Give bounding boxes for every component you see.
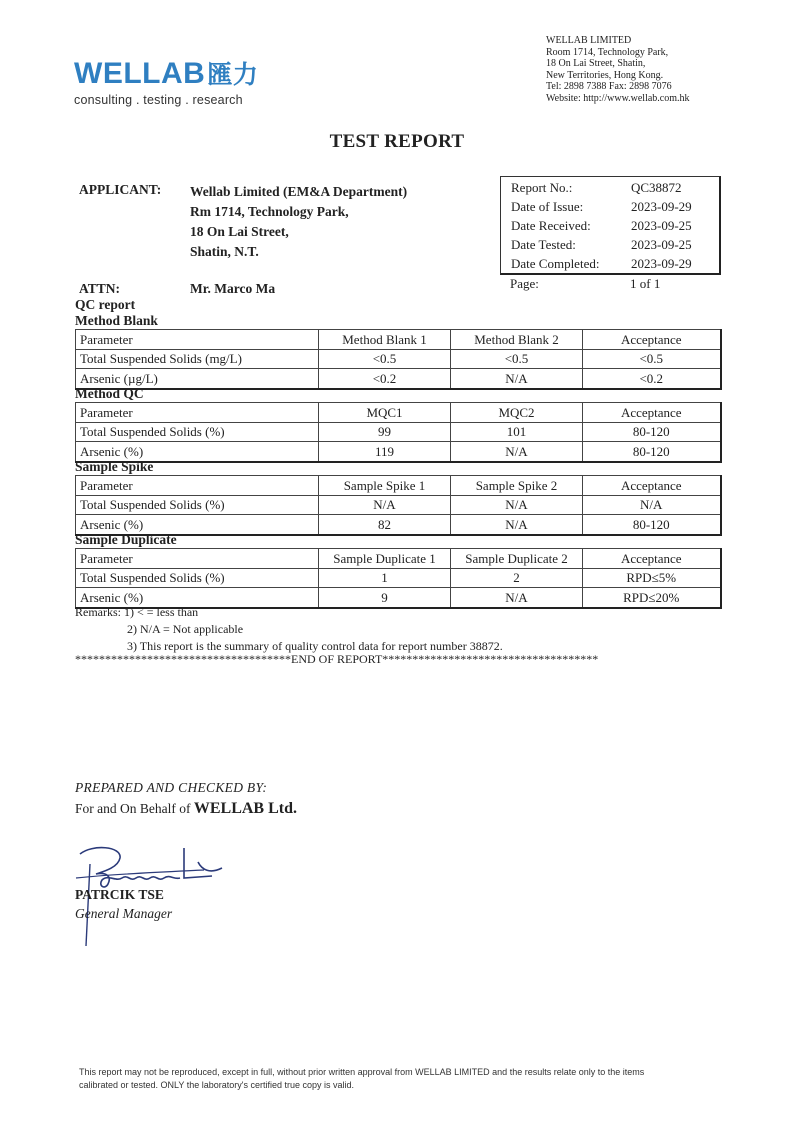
footer-line: calibrated or tested. ONLY the laboratory's certified true copy is valid. — [79, 1079, 355, 1090]
qc-report-heading: QC report — [75, 297, 136, 312]
table-header-row — [76, 330, 721, 350]
table-method-qc — [75, 402, 722, 463]
header-cell: Method Blank 2 — [451, 330, 583, 350]
table-cell: N/A — [451, 515, 583, 535]
table-row — [76, 495, 721, 515]
prepared-by-label: PREPARED AND CHECKED BY: — [75, 780, 268, 795]
on-behalf-prefix: For and On Behalf of — [75, 801, 194, 816]
applicant-line: Rm 1714, Technology Park, — [190, 204, 349, 219]
header-cell: Parameter — [76, 330, 319, 350]
info-key: Date of Issue: — [511, 199, 584, 214]
table-sample-duplicate — [75, 548, 722, 609]
company-address-line: Room 1714, Technology Park, — [546, 46, 669, 58]
section-title-sample-spike: Sample Spike — [75, 459, 154, 474]
logo-word: WELLAB — [74, 57, 206, 90]
info-row-date-of-issue — [511, 197, 709, 217]
company-address-line: 18 On Lai Street, Shatin, — [546, 58, 646, 70]
table-cell: <0.5 — [583, 349, 721, 369]
header-cell: Acceptance — [583, 330, 721, 350]
logo-tagline: consulting . testing . research — [74, 93, 243, 107]
table-row — [76, 369, 721, 389]
info-value: 2023-09-29 — [631, 199, 692, 214]
table-cell: 80-120 — [583, 442, 721, 462]
table-cell: 1 — [319, 568, 451, 588]
table-cell: <0.2 — [583, 369, 721, 389]
header-cell: Sample Duplicate 1 — [319, 549, 451, 569]
applicant-label: APPLICANT: — [79, 182, 162, 197]
info-key: Date Tested: — [511, 237, 576, 252]
table-cell: Arsenic (%) — [76, 515, 319, 535]
table-cell: <0.2 — [319, 369, 451, 389]
table-cell: Total Suspended Solids (%) — [76, 495, 319, 515]
table-cell: 101 — [451, 422, 583, 442]
remark-line: Remarks: 1) < = less than — [75, 605, 199, 619]
header-cell: MQC1 — [319, 403, 451, 423]
header-cell: Acceptance — [583, 403, 721, 423]
table-cell: Total Suspended Solids (mg/L) — [76, 349, 319, 369]
info-value: 2023-09-29 — [631, 256, 692, 271]
table-cell: N/A — [319, 495, 451, 515]
footer-line: This report may not be reproduced, except in full, without prior written approval from WELLAB LIMITED and the results relate only to the items — [79, 1067, 645, 1077]
table-row — [76, 568, 721, 588]
info-row-date-completed — [511, 254, 709, 274]
applicant-line: 18 On Lai Street, — [190, 224, 289, 239]
table-row — [76, 349, 721, 369]
table-row — [76, 422, 721, 442]
table-header-row — [76, 549, 721, 569]
info-key: Date Completed: — [511, 256, 600, 271]
table-header-row — [76, 403, 721, 423]
header-cell: Sample Spike 1 — [319, 476, 451, 496]
on-behalf-line — [75, 800, 297, 818]
header-cell: Acceptance — [583, 549, 721, 569]
table-cell: 80-120 — [583, 515, 721, 535]
info-value: QC38872 — [631, 180, 682, 195]
table-cell: Arsenic (%) — [76, 442, 319, 462]
section-title-sample-duplicate: Sample Duplicate — [75, 532, 177, 547]
company-address-line: New Territories, Hong Kong. — [546, 69, 664, 81]
info-value: 2023-09-25 — [631, 218, 692, 233]
table-cell: N/A — [451, 442, 583, 462]
info-row-date-received — [511, 216, 709, 236]
table-cell: 99 — [319, 422, 451, 442]
info-key: Date Received: — [511, 218, 591, 233]
applicant-line: Wellab Limited (EM&A Department) — [190, 184, 408, 199]
page-label: Page: — [510, 276, 539, 291]
table-cell: RPD≤5% — [583, 568, 721, 588]
page-number: 1 of 1 — [630, 276, 661, 291]
table-cell: Arsenic (µg/L) — [76, 369, 319, 389]
table-cell: N/A — [451, 369, 583, 389]
logo-chinese: 匯力 — [207, 60, 259, 89]
page-number-row — [510, 276, 711, 292]
table-cell: 80-120 — [583, 422, 721, 442]
remark-line: 3) This report is the summary of quality control data for report number 38872. — [127, 639, 503, 653]
report-info-box — [500, 176, 721, 275]
company-name: WELLAB LIMITED — [546, 35, 632, 46]
end-of-report-line: ************************************END OF REPORT************************************ — [75, 652, 599, 666]
page-title: TEST REPORT — [329, 131, 465, 152]
info-row-date-tested — [511, 235, 709, 255]
table-cell: 119 — [319, 442, 451, 462]
header-cell: Acceptance — [583, 476, 721, 496]
table-sample-spike — [75, 475, 722, 536]
company-phone: Tel: 2898 7388 Fax: 2898 7076 — [546, 81, 672, 93]
table-cell: N/A — [451, 588, 583, 608]
info-key: Report No.: — [511, 180, 573, 195]
table-cell: Arsenic (%) — [76, 588, 319, 608]
table-cell: <0.5 — [451, 349, 583, 369]
header-cell: Sample Duplicate 2 — [451, 549, 583, 569]
header-cell: Parameter — [76, 476, 319, 496]
header-cell: MQC2 — [451, 403, 583, 423]
table-cell: <0.5 — [319, 349, 451, 369]
footer-disclaimer — [79, 1066, 644, 1091]
section-title-method-qc: Method QC — [75, 386, 144, 401]
header-cell: Method Blank 1 — [319, 330, 451, 350]
signer-name: PATRCIK TSE — [75, 887, 164, 902]
section-title-method-blank: Method Blank — [75, 313, 158, 328]
info-value: 2023-09-25 — [631, 237, 692, 252]
remark-line: 2) N/A = Not applicable — [127, 622, 244, 636]
info-row-report-no — [511, 178, 709, 198]
company-website: Website: http://www.wellab.com.hk — [546, 92, 690, 104]
attn-name: Mr. Marco Ma — [190, 281, 276, 296]
table-row — [76, 442, 721, 462]
applicant-line: Shatin, N.T. — [190, 244, 259, 259]
table-method-blank — [75, 329, 722, 390]
table-cell: 9 — [319, 588, 451, 608]
table-cell: N/A — [583, 495, 721, 515]
remarks — [75, 604, 503, 655]
applicant-address — [190, 182, 407, 262]
table-cell: N/A — [451, 495, 583, 515]
table-cell: 2 — [451, 568, 583, 588]
header-cell: Parameter — [76, 549, 319, 569]
table-cell: Total Suspended Solids (%) — [76, 422, 319, 442]
on-behalf-company: WELLAB Ltd. — [193, 800, 297, 817]
table-cell: Total Suspended Solids (%) — [76, 568, 319, 588]
signer-title: General Manager — [75, 906, 173, 921]
attn-label: ATTN: — [79, 281, 121, 296]
header-cell: Parameter — [76, 403, 319, 423]
company-logo — [74, 58, 258, 91]
header-cell: Sample Spike 2 — [451, 476, 583, 496]
table-cell: 82 — [319, 515, 451, 535]
table-header-row — [76, 476, 721, 496]
company-address-block — [546, 35, 690, 105]
table-cell: RPD≤20% — [583, 588, 721, 608]
